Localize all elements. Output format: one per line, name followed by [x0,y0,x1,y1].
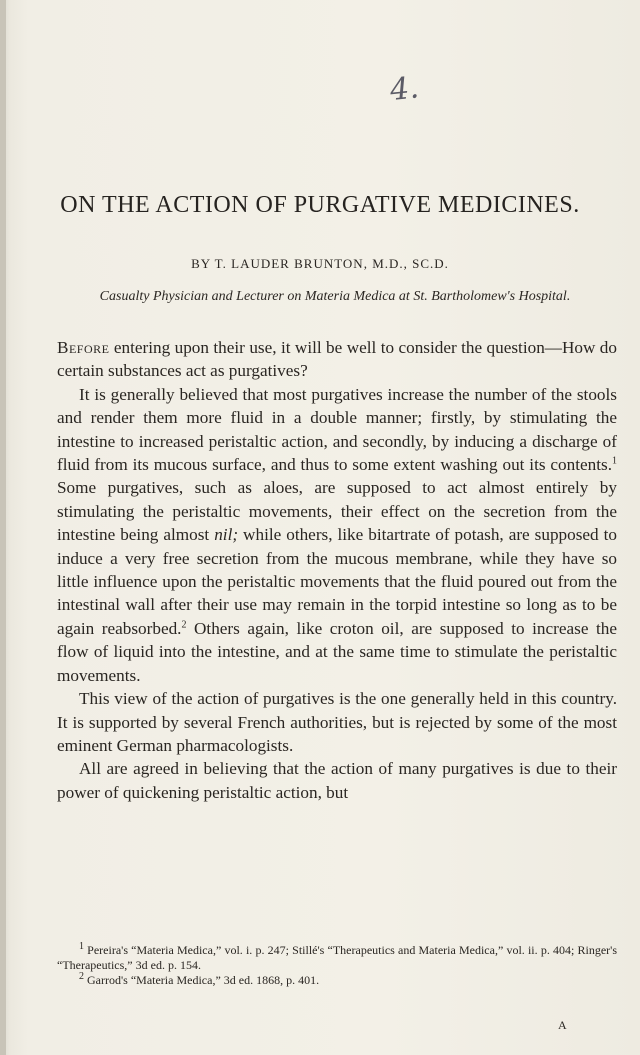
paragraph-1: Before entering upon their use, it will be well to consider the question—How do certain substances act as purgatives? [57,338,617,381]
author-affiliation: Casualty Physician and Lecturer on Materia Medica at St. Bartholomew's Hospital. [99,289,571,304]
paragraph-3: This view of the action of purgatives is the one generally held in this country. It is supported by several French authorities, but is rejected by some of the most eminent German pharmacologists. [57,689,617,755]
page-binding-edge [0,0,6,1055]
paragraph-2: It is generally believed that most purgatives increase the number of the stools and render them more fluid in a double manner; firstly, by stimulating the intestine to increased peristaltic action, and secondly, by inducing a discharge of fluid from its mucous surface, and thus to some extent washing out its contents.$^1$ Some purgatives, such as aloes, are supposed to act almost entirely by stimulating the peristaltic movements, their effect on the secretion from the intestine being almost nil; while others, like bitartrate of potash, are supposed to induce a very free secretion from the mucous membrane, while they have so little influence upon the peristaltic movements that the fluid poured out from the intestinal wall after their use may remain in the torpid intestine so long as to be again reabsorbed.$^2$ Others again, like croton oil, are supposed to increase the flow of liquid into the intestine, and at the same time to stimulate the peristaltic movements. [57,384,617,685]
signature-mark: A [558,1018,567,1032]
footnote-ref-1: 1 [612,455,617,467]
footnote-ref-2: 2 [181,619,187,631]
footnote-2: $^2$ Garrod's “Materia Medica,” 3d ed. 1868, p. 401. [79,971,320,987]
handwritten-page-number: 4. [388,70,421,109]
footnote-1: $^1$ Pereira's “Materia Medica,” vol. i. p. 247; Stillé's “Therapeutics and Materia Medica,” vol. ii. p. 404; Ringer's “Therapeutics,” 3d ed. p. 154. [57,941,617,972]
paragraph-4: All are agreed in believing that the action of many purgatives is due to their power of quickening peristaltic action, but [57,759,617,802]
footnotes [57,943,617,988]
drop-lead-word: Before [57,338,110,357]
article-title: ON THE ACTION OF PURGATIVE MEDICINES. [60,192,580,218]
article-body [57,336,617,804]
author-byline: BY T. LAUDER BRUNTON, M.D., SC.D. [191,256,449,271]
